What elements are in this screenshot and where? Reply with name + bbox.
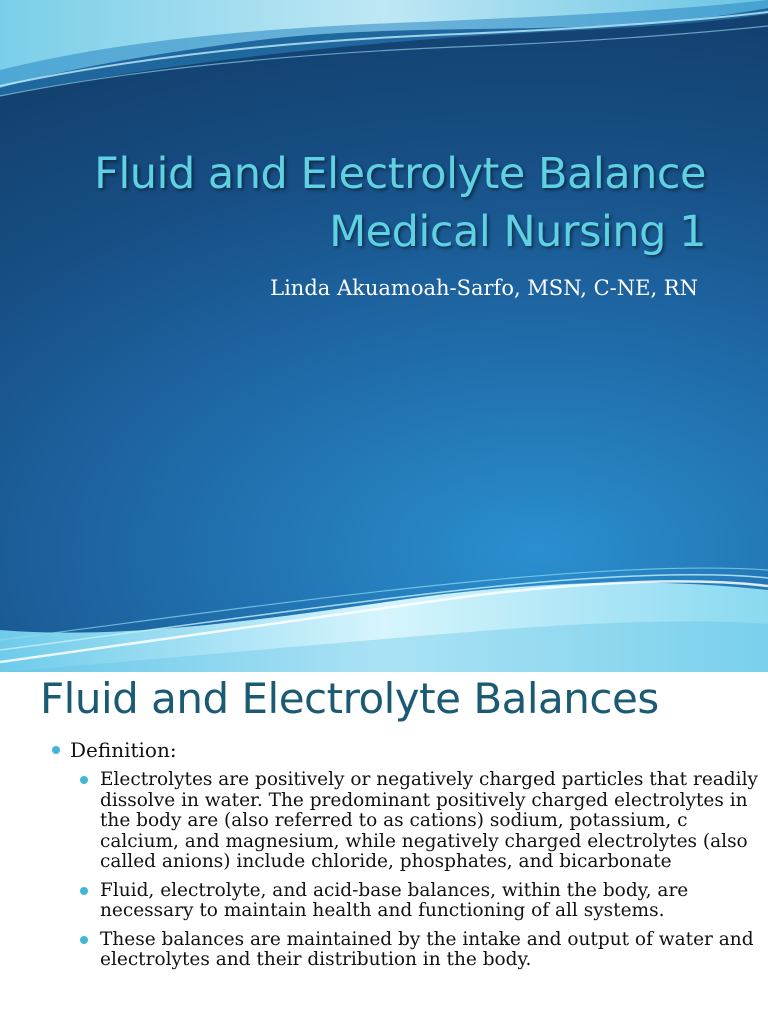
content-slide-title: Fluid and Electrolyte Balances — [40, 674, 659, 723]
definition-label: Definition: — [70, 738, 177, 762]
title-line-2: Medical Nursing 1 — [329, 207, 706, 257]
bullet-list — [78, 770, 758, 979]
title-line-1: Fluid and Electrolyte Balance — [94, 149, 706, 199]
list-item — [78, 930, 758, 971]
bullet-icon — [80, 887, 88, 895]
slide-title — [6, 145, 706, 261]
bullet-icon — [52, 746, 60, 754]
list-item — [78, 770, 758, 873]
bullet-icon — [80, 776, 88, 784]
definition-heading — [52, 738, 177, 762]
content-slide — [0, 672, 768, 1024]
list-item — [78, 881, 758, 922]
bullet-text: These balances are maintained by the intake and output of water and electrolytes and their distribution in the body. — [100, 928, 754, 970]
bullet-icon — [80, 936, 88, 944]
author-subtitle: Linda Akuamoah-Sarfo, MSN, C-NE, RN — [270, 276, 698, 300]
bullet-text: Electrolytes are positively or negatively charged particles that readily dissolve in water. The predominant positively charged electrolytes in the body are (also referred to as cations) sodium, potassium, c calcium, and magnesium, while negatively charged electrolytes (also called anions) include chloride, phosphates, and bicarbonate — [100, 769, 758, 872]
bullet-text: Fluid, electrolyte, and acid-base balances, within the body, are necessary to maintain health and functioning of all systems. — [100, 879, 689, 921]
